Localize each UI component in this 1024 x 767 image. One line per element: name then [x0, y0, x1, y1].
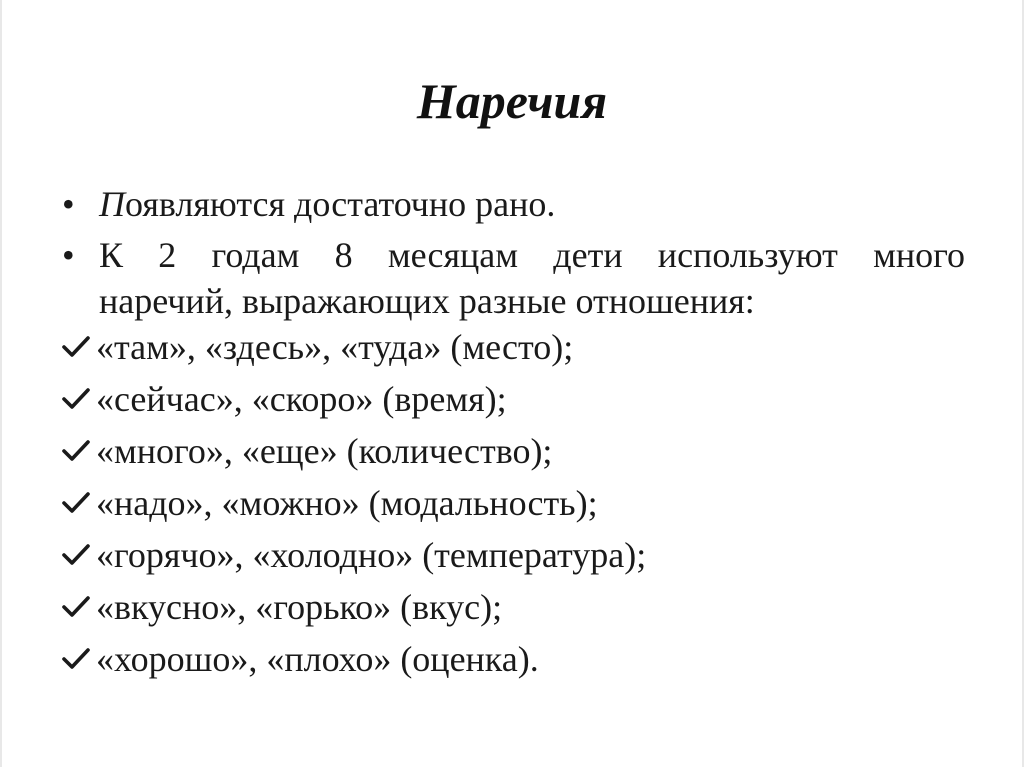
- checkmark-icon: [62, 544, 90, 566]
- checkmark-icon: [62, 336, 90, 358]
- bullet-dot: •: [62, 235, 75, 275]
- checkmark-icon: [62, 440, 90, 462]
- check-item-text: «хорошо», «плохо» (оценка).: [96, 639, 539, 679]
- check-item-text: «горячо», «холодно» (температура);: [96, 535, 647, 575]
- bullet-line-2: наречий, выражающих разные отношения:: [99, 281, 755, 321]
- check-item-text: «вкусно», «горько» (вкус);: [96, 587, 503, 627]
- bullet-first-letter: П: [99, 184, 125, 224]
- check-item-text: «сейчас», «скоро» (время);: [96, 379, 507, 419]
- checkmark-icon: [62, 388, 90, 410]
- checkmark-icon: [62, 596, 90, 618]
- bullet-text: [99, 232, 965, 324]
- checkmark-icon: [62, 492, 90, 514]
- bullet-item-1: [62, 181, 966, 227]
- check-item-text: «надо», «можно» (модальность);: [96, 483, 598, 523]
- check-item-text: «много», «еще» (количество);: [96, 431, 553, 471]
- slide-title: Наречия: [416, 73, 608, 129]
- check-item-text: «там», «здесь», «туда» (место);: [96, 327, 574, 367]
- bullet-dot: •: [62, 184, 75, 224]
- bullet-rest: оявляются достаточно рано.: [125, 184, 556, 224]
- bullet-item-2: [62, 232, 966, 324]
- checkmark-icon: [62, 648, 90, 670]
- bullet-text: [99, 181, 965, 227]
- bullet-line-1: К 2 годам 8 месяцам дети используют много: [99, 235, 965, 275]
